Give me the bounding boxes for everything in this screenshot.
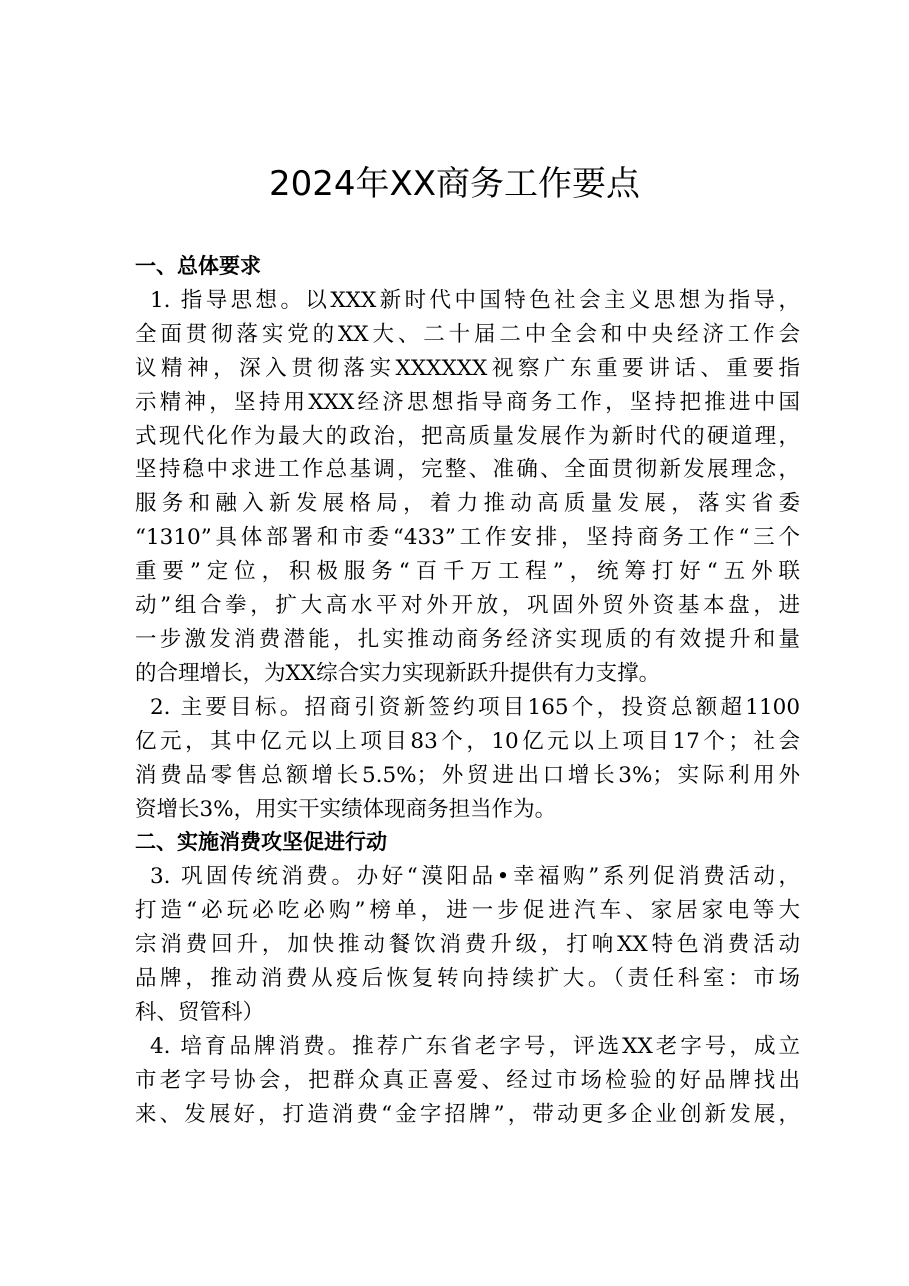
section-heading-consumption-action: 二、实施消费攻坚促进行动 [135, 830, 387, 855]
text-line: 打造“必玩必吃必购”榜单，进一步促进汽车、家居家电等大 [135, 898, 800, 924]
text-line: 3. 巩固传统消费。办好“漠阳品•幸福购”系列促消费活动， [150, 864, 800, 890]
text-line: 坚持稳中求进工作总基调，完整、准确、全面贯彻新发展理念， [135, 457, 800, 483]
paragraph-brand-consumption [120, 1030, 800, 1132]
text-line: 的合理增长，为XX综合实力实现新跃升提供有力支撑。 [135, 660, 661, 686]
paragraph-main-targets [120, 691, 800, 827]
text-line: 议精神，深入贯彻落实XXXXXX视察广东重要讲话、重要指 [135, 355, 800, 381]
text-line: 1. 指导思想。以XXX新时代中国特色社会主义思想为指导， [150, 287, 800, 313]
text-line: 科、贸管科） [135, 999, 265, 1025]
text-line: 亿元，其中亿元以上项目83个，10亿元以上项目17个；社会 [135, 728, 800, 754]
text-line: “1310”具体部署和市委“433”工作安排，坚持商务工作“三个 [135, 525, 800, 551]
text-line: 一步激发消费潜能，扎实推动商务经济实现质的有效提升和量 [135, 626, 800, 652]
text-line: 资增长3%，用实干实绩体现商务担当作为。 [135, 796, 557, 822]
text-line: 服务和融入新发展格局，着力推动高质量发展，落实省委 [135, 491, 800, 517]
text-line: 动”组合拳，扩大高水平对外开放，巩固外贸外资基本盘，进 [135, 593, 800, 619]
text-line: 品牌，推动消费从疫后恢复转向持续扩大。（责任科室：市场 [135, 966, 800, 992]
text-line: 4. 培育品牌消费。推荐广东省老字号，评选XX老字号，成立 [150, 1033, 800, 1059]
text-line: 示精神，坚持用XXX经济思想指导商务工作，坚持把推进中国 [135, 389, 800, 415]
text-line: 重要”定位，积极服务“百千万工程”，统筹打好“五外联 [135, 559, 800, 585]
paragraph-guiding-thought [120, 284, 800, 691]
section-heading-overall-requirements: 一、总体要求 [135, 254, 261, 278]
paragraph-traditional-consumption [120, 860, 800, 1030]
text-line: 消费品零售总额增长5.5%；外贸进出口增长3%；实际利用外 [135, 762, 800, 788]
document-body [120, 250, 800, 1132]
text-line: 来、发展好，打造消费“金字招牌”，带动更多企业创新发展， [135, 1101, 800, 1127]
text-line: 式现代化作为最大的政治，把高质量发展作为新时代的硬道理， [135, 423, 800, 449]
text-line: 宗消费回升，加快推动餐饮消费升级，打响XX特色消费活动 [135, 932, 800, 958]
document-title: 2024年XX商务工作要点 [268, 164, 641, 204]
text-line: 市老字号协会，把群众真正喜爱、经过市场检验的好品牌找出 [135, 1067, 800, 1093]
text-line: 全面贯彻落实党的XX大、二十届二中全会和中央经济工作会 [135, 321, 800, 347]
text-line: 2. 主要目标。招商引资新签约项目165个，投资总额超1100 [150, 694, 800, 720]
